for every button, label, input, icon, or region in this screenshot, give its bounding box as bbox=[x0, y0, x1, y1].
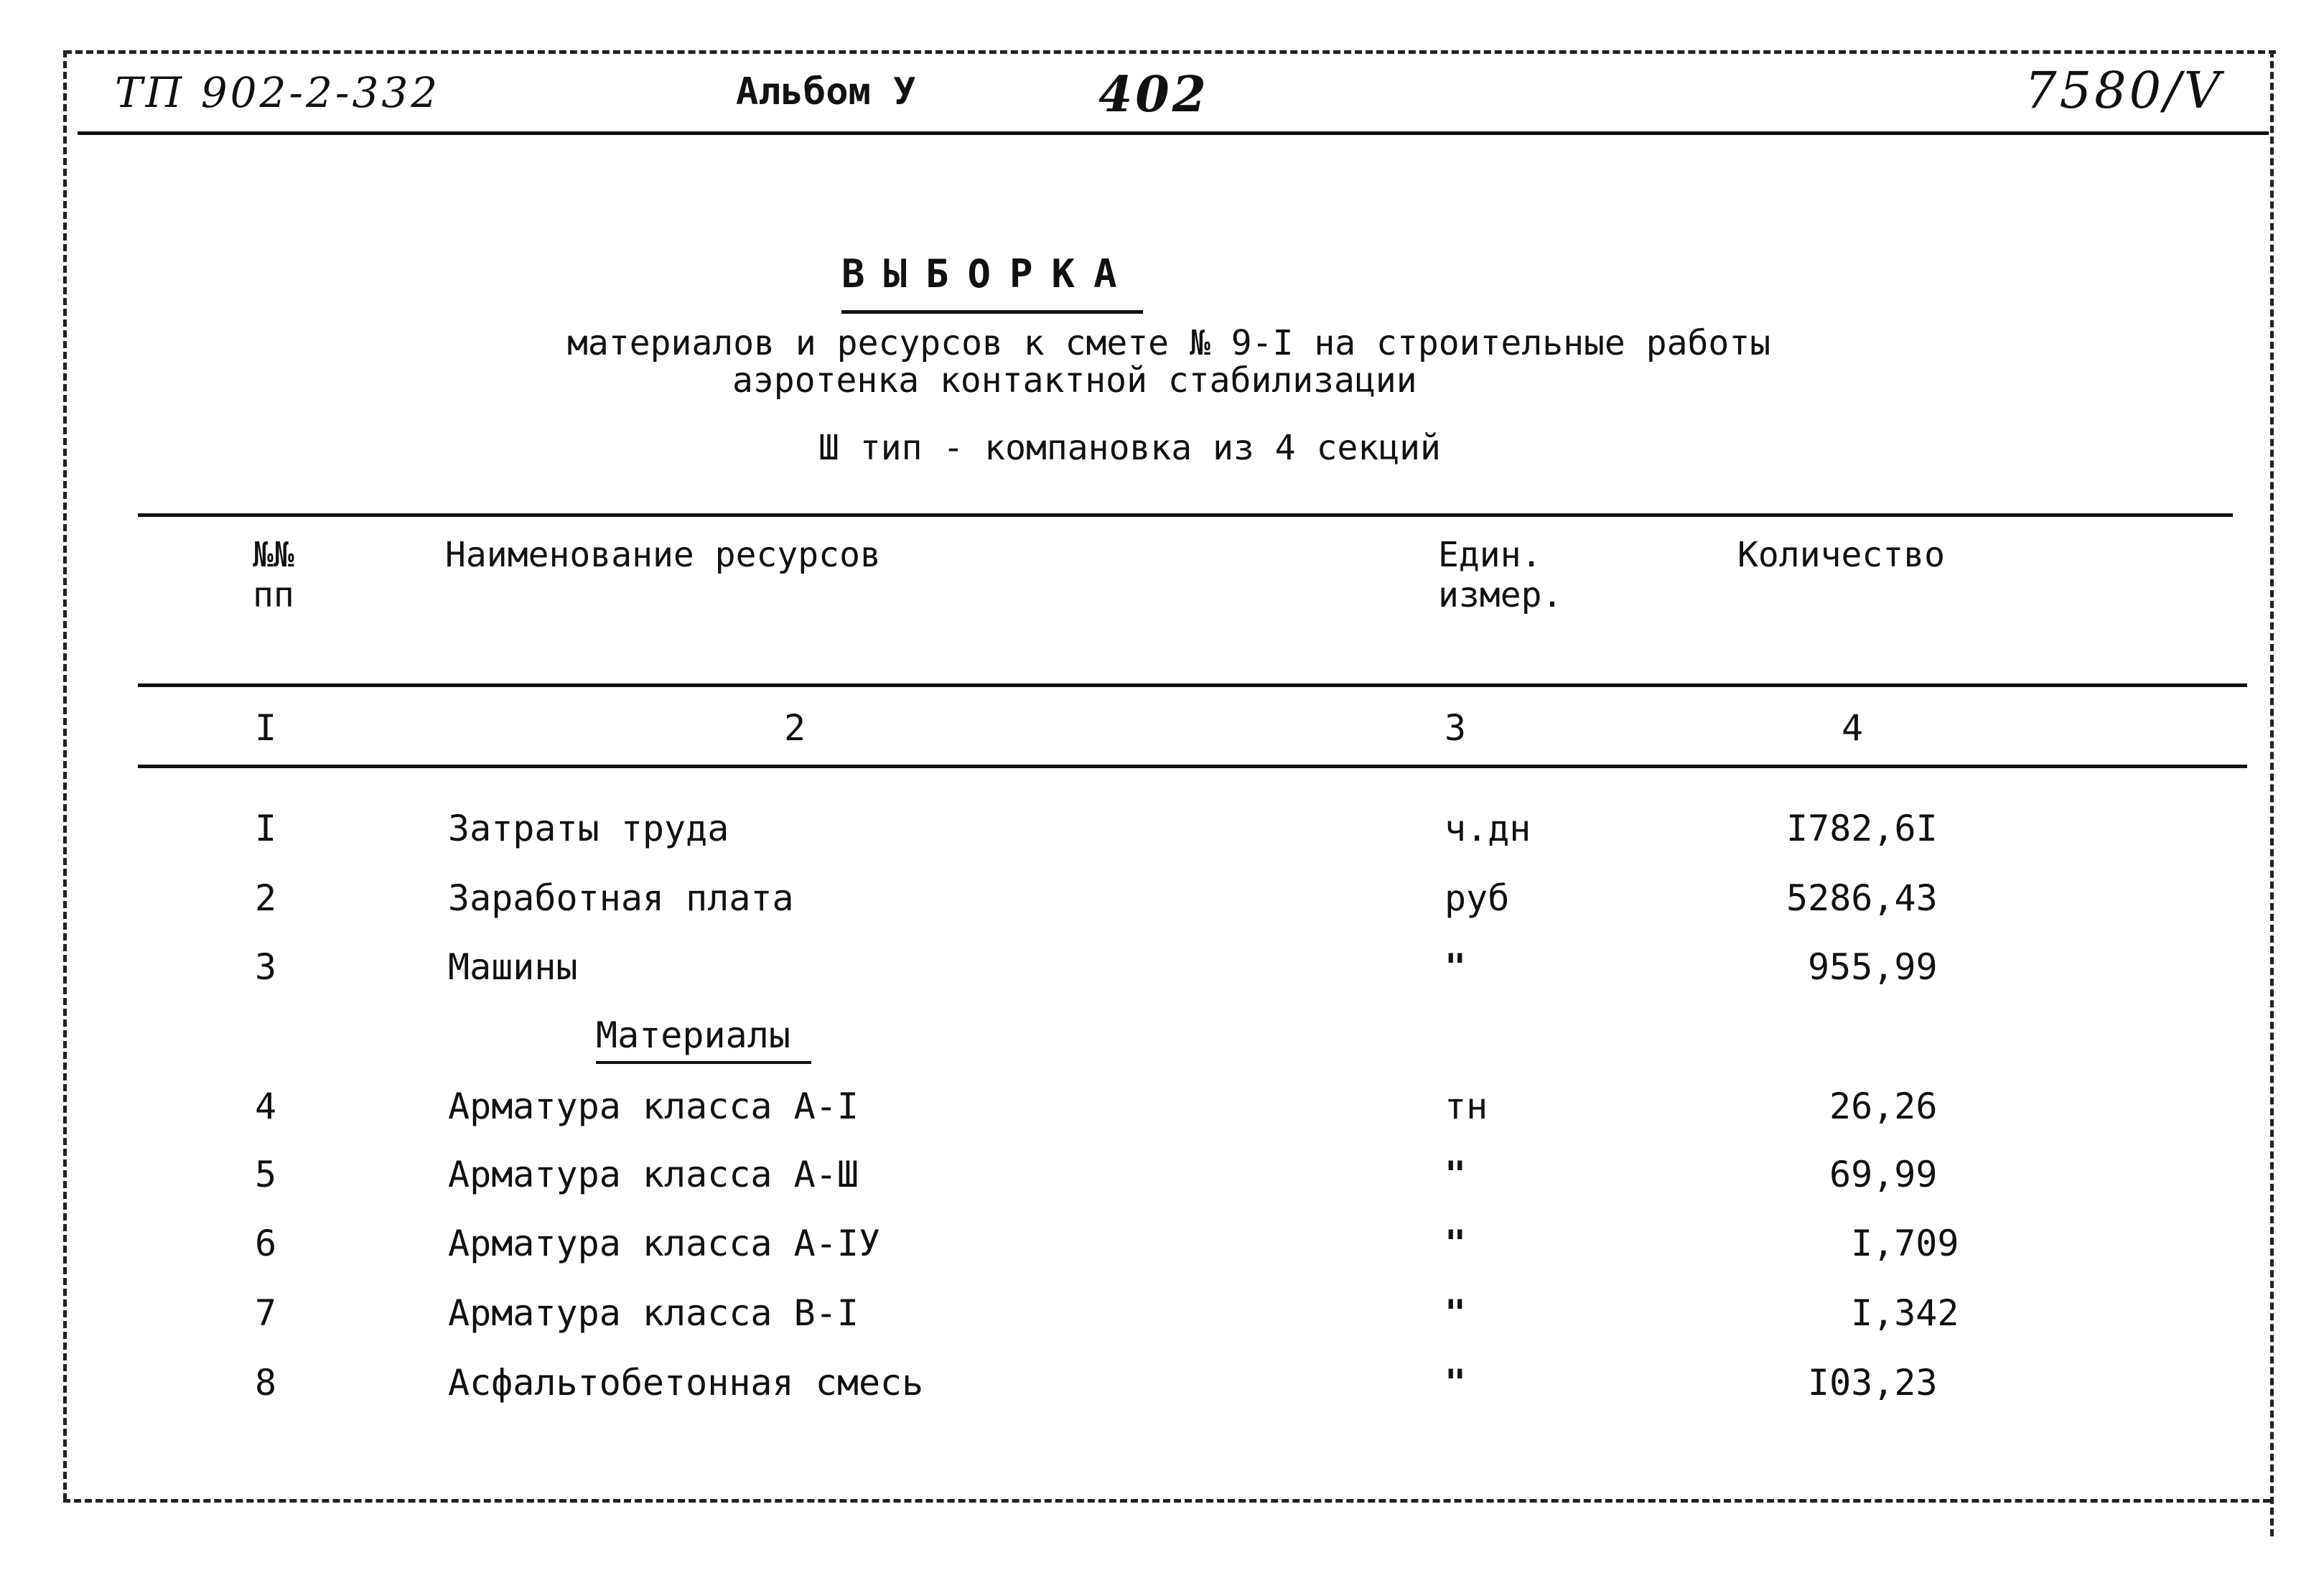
table-colnum-rule bbox=[138, 765, 2247, 768]
row-2-unit: руб bbox=[1445, 877, 1510, 919]
col-number-1: I bbox=[255, 707, 277, 749]
doc-code: ТП 902-2-332 bbox=[115, 68, 441, 117]
row-1-num: I bbox=[255, 808, 277, 849]
table-head-rule bbox=[138, 683, 2247, 687]
title-line-1: материалов и ресурсов к смете № 9-I на строительные работы bbox=[567, 323, 1771, 363]
row-4-unit: тн bbox=[1445, 1086, 1488, 1127]
frame-top bbox=[65, 50, 2276, 54]
row-8-name: Асфальтобетонная смесь bbox=[448, 1362, 924, 1404]
row-5-name: Арматура класса А-Ш bbox=[448, 1154, 859, 1195]
album-label: Альбом У bbox=[736, 70, 916, 113]
section-materials-heading: Материалы bbox=[596, 1014, 790, 1056]
title-underline bbox=[841, 310, 1143, 314]
col-number-2: 2 bbox=[784, 707, 806, 749]
row-2-num: 2 bbox=[255, 877, 277, 919]
row-7-qty: I,342 bbox=[1851, 1292, 1959, 1334]
row-6-unit: " bbox=[1445, 1223, 1467, 1264]
page-number: 402 bbox=[1098, 66, 1209, 123]
row-7-num: 7 bbox=[255, 1292, 277, 1334]
col-header-num: №№ пп bbox=[253, 535, 294, 615]
title-line-2: аэротенка контактной стабилизации bbox=[732, 360, 1417, 401]
row-6-name: Арматура класса А-IУ bbox=[448, 1223, 881, 1264]
row-4-name: Арматура класса А-I bbox=[448, 1086, 859, 1127]
col-number-3: 3 bbox=[1445, 707, 1467, 749]
row-8-num: 8 bbox=[255, 1362, 277, 1404]
row-3-qty: 955,99 bbox=[1808, 946, 1938, 988]
row-6-num: 6 bbox=[255, 1223, 277, 1264]
row-7-name: Арматура класса В-I bbox=[448, 1292, 859, 1334]
title-line-3: Ш тип - компановка из 4 секций bbox=[818, 428, 1441, 468]
frame-bottom bbox=[63, 1499, 2270, 1503]
col-header-name: Наименование ресурсов bbox=[445, 535, 881, 575]
row-2-name: Заработная плата bbox=[448, 877, 794, 919]
row-6-qty: I,709 bbox=[1851, 1223, 1959, 1264]
row-4-qty: 26,26 bbox=[1829, 1086, 1938, 1127]
document-title: ВЫБОРКА bbox=[841, 251, 1136, 297]
col-header-qty: Количество bbox=[1737, 535, 1945, 575]
frame-left bbox=[63, 50, 67, 1500]
row-8-qty: I03,23 bbox=[1808, 1362, 1938, 1404]
row-8-unit: " bbox=[1445, 1362, 1467, 1404]
row-2-qty: 5286,43 bbox=[1786, 877, 1938, 919]
row-3-name: Машины bbox=[448, 946, 578, 988]
row-7-unit: " bbox=[1445, 1292, 1467, 1334]
row-5-unit: " bbox=[1445, 1154, 1467, 1195]
frame-right bbox=[2270, 50, 2274, 1536]
row-5-qty: 69,99 bbox=[1829, 1154, 1938, 1195]
row-1-name: Затраты труда bbox=[448, 808, 729, 849]
section-materials-underline bbox=[596, 1061, 811, 1064]
table-top-rule bbox=[138, 513, 2233, 517]
row-5-num: 5 bbox=[255, 1154, 277, 1195]
col-header-unit: Един. измер. bbox=[1438, 535, 1563, 615]
row-3-unit: " bbox=[1445, 946, 1467, 988]
row-1-qty: I782,6I bbox=[1786, 808, 1938, 849]
row-1-unit: ч.дн bbox=[1445, 808, 1531, 849]
sheet-code: 7580/V bbox=[2025, 61, 2223, 120]
row-4-num: 4 bbox=[255, 1086, 277, 1127]
col-number-4: 4 bbox=[1842, 707, 1864, 749]
header-rule bbox=[78, 131, 2269, 135]
row-3-num: 3 bbox=[255, 946, 277, 988]
